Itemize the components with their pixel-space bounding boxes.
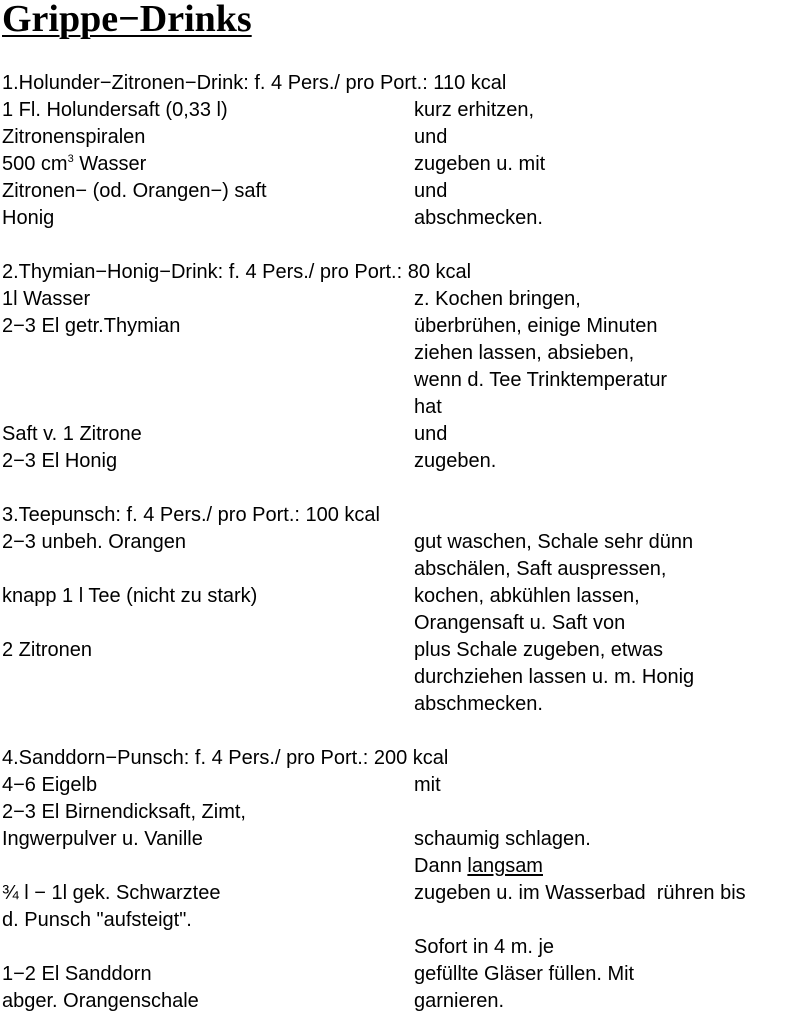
instruction-prefix: Dann [414,855,468,877]
underlined-word: langsam [467,855,543,877]
ingredient-text: 1l Wasser [2,288,91,310]
ingredient-row [0,691,804,718]
ingredient-text: Saft v. 1 Zitrone [2,423,142,445]
ingredient-text: Zitronen− (od. Orangen−) saft [2,180,267,202]
instruction-text: und [414,180,448,202]
ingredient-text: ¾ l − 1l gek. Schwarztee [2,882,221,904]
ingredient-text: abger. Orangenschale [2,990,199,1012]
instruction-text: ziehen lassen, absieben, [414,342,635,364]
recipe-heading [0,70,804,97]
recipe-heading [0,259,804,286]
instruction-text: abschmecken. [414,693,543,715]
ingredient-row [0,934,804,961]
spacer [0,475,804,502]
instruction-text: und [414,126,448,148]
instruction-text: garnieren. [414,990,505,1012]
ingredient-name: Wasser [73,153,147,175]
ingredient-row [0,124,804,151]
recipe-heading-text: 3.Teepunsch: f. 4 Pers./ pro Port.: 100 kcal [2,504,380,526]
ingredient-row [0,961,804,988]
instruction-text: gefüllte Gläser füllen. Mit [414,963,635,985]
ingredient-text: 2 Zitronen [2,639,93,661]
instruction-text: gut waschen, Schale sehr dünn [414,531,694,553]
ingredient-row [0,583,804,610]
instruction-text: abschmecken. [414,207,543,229]
ingredient-text: 2−3 El getr.Thymian [2,315,181,337]
recipe-heading-text: 4.Sanddorn−Punsch: f. 4 Pers./ pro Port.: 200 kcal [2,747,449,769]
instruction-text: überbrühen, einige Minuten [414,315,658,337]
instruction-text: plus Schale zugeben, etwas [414,639,664,661]
instruction-text [414,853,543,880]
ingredient-row [0,367,804,394]
ingredient-text: Ingwerpulver u. Vanille [2,828,203,850]
recipe-heading [0,502,804,529]
superscript-exponent: 3 [67,153,74,165]
ingredient-text: 2−3 unbeh. Orangen [2,531,187,553]
ingredient-row [0,880,804,907]
instruction-text: zugeben u. mit [414,153,546,175]
ingredient-text: Zitronenspiralen [2,126,146,148]
ingredient-text: 2−3 El Honig [2,450,118,472]
instruction-text: hat [414,396,442,418]
ingredient-amount: 500 cm [2,153,68,175]
ingredient-row [0,664,804,691]
ingredient-row [0,205,804,232]
ingredient-row [0,637,804,664]
ingredient-row [0,313,804,340]
instruction-text: Orangensaft u. Saft von [414,612,626,634]
instruction-text: schaumig schlagen. [414,828,591,850]
page-title: Grippe−Drinks [2,0,252,40]
ingredient-row [0,448,804,475]
ingredient-text: knapp 1 l Tee (nicht zu stark) [2,585,258,607]
instruction-text: kurz erhitzen, [414,99,535,121]
instruction-text: mit [414,774,441,796]
ingredient-row [0,799,804,826]
spacer [0,718,804,745]
instruction-text: und [414,423,448,445]
recipe-document [0,70,804,1015]
recipe-heading-text: 2.Thymian−Honig−Drink: f. 4 Pers./ pro Port.: 80 kcal [2,261,472,283]
ingredient-text [2,151,146,178]
instruction-text: zugeben. [414,450,497,472]
ingredient-row [0,340,804,367]
ingredient-text: d. Punsch "aufsteigt". [2,909,192,931]
ingredient-text: 2−3 El Birnendicksaft, Zimt, [2,801,246,823]
instruction-text: wenn d. Tee Trinktemperatur [414,369,668,391]
ingredient-text: 1−2 El Sanddorn [2,963,152,985]
ingredient-row [0,421,804,448]
ingredient-row [0,853,804,880]
ingredient-text: 4−6 Eigelb [2,774,98,796]
ingredient-row [0,610,804,637]
ingredient-row [0,394,804,421]
ingredient-row [0,178,804,205]
ingredient-text: Honig [2,207,55,229]
recipe-heading [0,745,804,772]
ingredient-row [0,907,804,934]
instruction-text: kochen, abkühlen lassen, [414,585,640,607]
recipe-heading-text: 1.Holunder−Zitronen−Drink: f. 4 Pers./ pro Port.: 110 kcal [2,72,507,94]
instruction-text: Sofort in 4 m. je [414,936,555,958]
instruction-text: zugeben u. im Wasserbad rühren bis [414,882,746,904]
instruction-text: abschälen, Saft auspressen, [414,558,667,580]
ingredient-row [0,286,804,313]
ingredient-text: 1 Fl. Holundersaft (0,33 l) [2,99,228,121]
instruction-text: durchziehen lassen u. m. Honig [414,666,695,688]
ingredient-row [0,556,804,583]
instruction-text: z. Kochen bringen, [414,288,581,310]
ingredient-row [0,151,804,178]
ingredient-row [0,988,804,1015]
ingredient-row [0,826,804,853]
ingredient-row [0,772,804,799]
ingredient-row [0,529,804,556]
ingredient-row [0,97,804,124]
spacer [0,232,804,259]
